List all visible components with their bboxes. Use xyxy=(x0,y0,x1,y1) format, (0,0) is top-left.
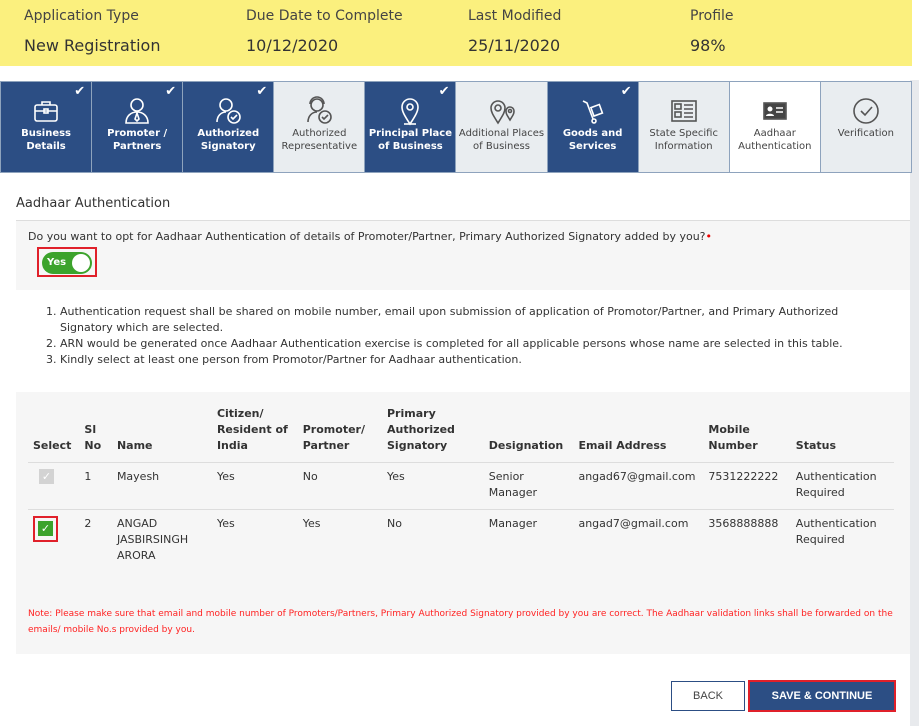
profile: Profile 98% xyxy=(690,8,734,55)
cell-promoter: No xyxy=(298,463,382,510)
tab-label: Principal Place of Business xyxy=(368,128,453,152)
save-continue-button[interactable]: SAVE & CONTINUE xyxy=(748,680,896,712)
application-summary-bar xyxy=(0,0,912,66)
section-title: Aadhaar Authentication xyxy=(16,196,171,211)
tab-verification[interactable] xyxy=(821,82,911,172)
cell-mobile: 3568888888 xyxy=(708,517,779,530)
form-icon xyxy=(639,96,729,126)
persons-table xyxy=(28,406,894,572)
cell-sl: 1 xyxy=(79,463,112,510)
cell-name: ANGAD JASBIRSINGH ARORA xyxy=(116,517,189,562)
id-card-icon xyxy=(730,96,820,126)
hand-truck-icon xyxy=(548,96,638,126)
instruction-item: 1. Authentication request shall be shared on mobile number, email upon submission of application of Promotor/Partner, and Primary Authorized Signatory which are selected. xyxy=(60,304,880,336)
person-icon xyxy=(92,96,182,126)
person-check-icon xyxy=(183,96,273,126)
cell-email: angad67@gmail.com xyxy=(573,463,703,510)
tab-authorized-representative[interactable] xyxy=(274,82,364,172)
completed-check-icon: ✔ xyxy=(438,84,450,99)
tab-label: Aadhaar Authentication xyxy=(738,128,812,152)
check-circle-icon xyxy=(821,96,911,126)
table-row xyxy=(28,510,894,573)
map-pin-icon xyxy=(365,96,455,126)
cell-pas: Yes xyxy=(382,463,484,510)
cell-email: angad7@gmail.com xyxy=(578,517,689,530)
due-date: Due Date to Complete 10/12/2020 xyxy=(246,8,403,55)
column-header: Status xyxy=(791,406,894,463)
column-header: Select xyxy=(28,406,79,463)
tab-label: State Specific Information xyxy=(649,128,718,152)
cell-name: Mayesh xyxy=(112,463,212,510)
column-header: Citizen/ Resident of India xyxy=(212,406,298,463)
column-header: Name xyxy=(112,406,212,463)
scrollbar[interactable] xyxy=(910,80,919,726)
completed-check-icon: ✔ xyxy=(256,84,268,99)
aadhaar-toggle[interactable]: Yes xyxy=(42,252,92,274)
tab-label: Promoter / Partners xyxy=(107,128,168,152)
select-checkbox[interactable]: ✓ xyxy=(38,521,53,536)
aadhaar-question xyxy=(16,220,910,290)
required-mark: • xyxy=(705,230,712,243)
cell-status: Authentication Required xyxy=(795,517,877,546)
cell-pas: No xyxy=(387,517,402,530)
application-type: Application Type New Registration xyxy=(24,8,161,55)
cell-select xyxy=(28,510,79,573)
completed-check-icon: ✔ xyxy=(620,84,632,99)
tab-label: Goods and Services xyxy=(562,128,623,152)
column-header: Primary Authorized Signatory xyxy=(382,406,484,463)
tab-promoter-partners[interactable] xyxy=(92,82,182,172)
instruction-item: 2. ARN would be generated once Aadhaar Authentication exercise is completed for all applicable persons whose name are selected in this table. xyxy=(60,336,880,352)
back-button[interactable]: BACK xyxy=(671,681,745,711)
tab-additional-places-of-business[interactable] xyxy=(456,82,546,172)
last-modified: Last Modified 25/11/2020 xyxy=(468,8,562,55)
completed-check-icon: ✔ xyxy=(74,84,86,99)
cell-designation: Manager xyxy=(488,517,538,530)
instruction-item: 3. Kindly select at least one person from Promotor/Partner for Aadhaar authentication. xyxy=(60,352,880,368)
toggle-knob xyxy=(72,254,90,272)
column-header: Mobile Number xyxy=(703,406,790,463)
tab-principal-place-of-business[interactable] xyxy=(365,82,455,172)
tab-label: Business Details xyxy=(21,128,72,152)
cell-designation: Senior Manager xyxy=(484,463,574,510)
cell-sl: 2 xyxy=(84,517,92,530)
column-header: Sl No xyxy=(79,406,112,463)
column-header: Promoter/ Partner xyxy=(298,406,382,463)
select-checkbox: ✓ xyxy=(39,469,54,484)
registration-steps xyxy=(0,81,912,173)
note-text: Note: Please make sure that email and mobile number of Promoters/Partners, Primary Authorized Signatory provided by you are correct. The Aadhaar validation links shall be forwarded on the emails/ mobile No.s provided by you. xyxy=(28,609,893,635)
column-header: Email Address xyxy=(573,406,703,463)
briefcase-icon xyxy=(1,96,91,126)
column-header: Designation xyxy=(484,406,574,463)
aadhaar-toggle-highlight xyxy=(37,247,97,277)
question-text: Do you want to opt for Aadhaar Authentication of details of Promoter/Partner, Primary Authorized Signatory added by you? xyxy=(28,230,706,243)
cell-mobile: 7531222222 xyxy=(703,463,790,510)
cell-status: Authentication Required xyxy=(791,463,894,510)
checkbox-highlight xyxy=(33,516,58,542)
cell-promoter: Yes xyxy=(302,517,321,530)
tab-goods-and-services[interactable] xyxy=(548,82,638,172)
instructions-list xyxy=(60,304,880,368)
tab-label: Additional Places of Business xyxy=(458,128,545,152)
tab-state-specific-information[interactable] xyxy=(639,82,729,172)
cell-citizen: Yes xyxy=(216,517,235,530)
headset-person-icon xyxy=(274,96,364,126)
tab-label: Authorized Representative xyxy=(281,128,358,152)
tab-label: Authorized Signatory xyxy=(197,128,260,152)
cell-select xyxy=(28,463,79,510)
tab-label: Verification xyxy=(837,128,894,139)
cell-citizen: Yes xyxy=(212,463,298,510)
tab-business-details[interactable] xyxy=(1,82,91,172)
map-pins-icon xyxy=(456,96,546,126)
table-row xyxy=(28,463,894,510)
tab-authorized-signatory[interactable] xyxy=(183,82,273,172)
completed-check-icon: ✔ xyxy=(165,84,177,99)
tab-aadhaar-authentication[interactable] xyxy=(730,82,820,172)
